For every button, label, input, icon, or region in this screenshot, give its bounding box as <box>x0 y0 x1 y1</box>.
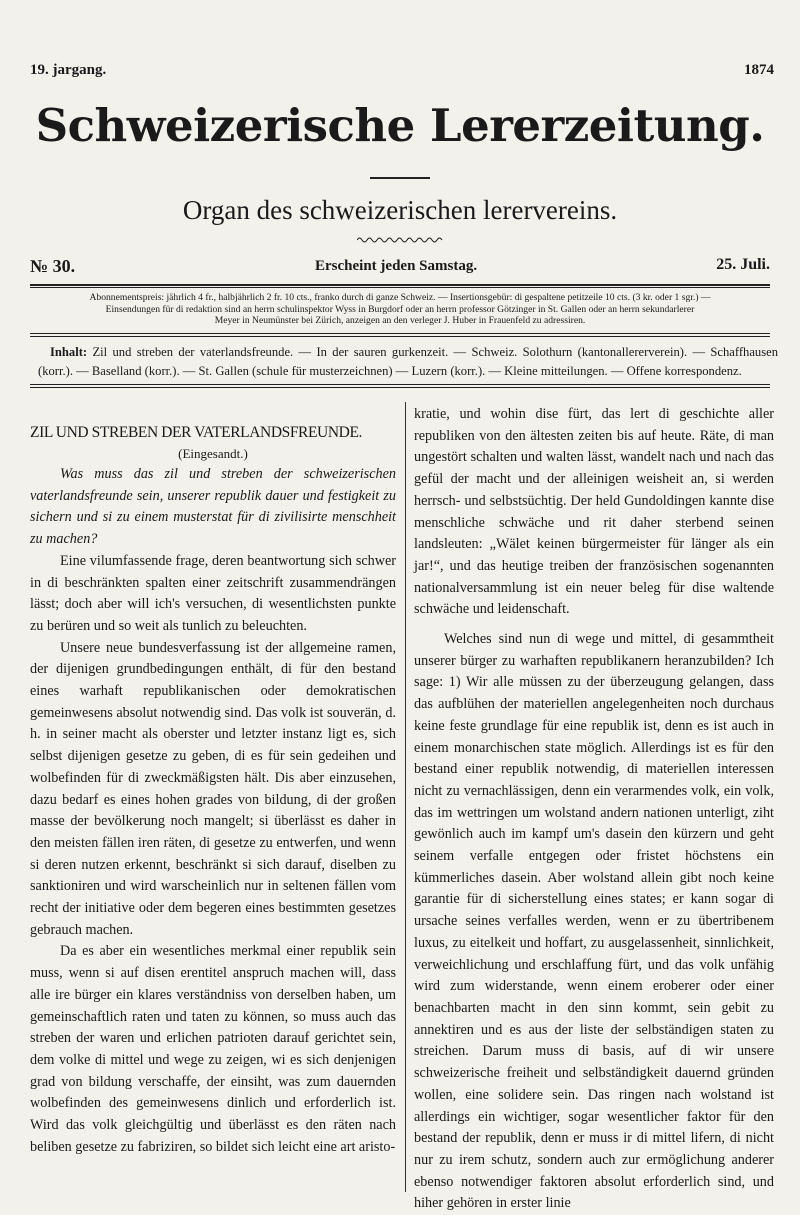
subscription-line: Abonnementspreis: jährlich 4 fr., halbjährlich 2 fr. 10 cts., franko durch di ganze Schweiz. — Insertionsgebür: di gespaltene petitzeile 10 cts. (3 kr. oder 1 sgr.) — <box>89 292 711 303</box>
article-paragraph: Da es aber ein wesentliches merkmal einer republik sein muss, wenn si auf disen erentitel anspruch machen will, dass alle ire bürger ein klares verständniss von derselben haben, um gemeinschaftlich raten und taten zu können, so muss auch das streben der waren und erlichen patrioten darauf gerichtet sein, dem volke di mittel und wege zu zeigen, wi es sich denjenigen grad von bildung verschaffe, der einsiht, was zum dauernden wolbefinden des gemeinwesens dinlich und erforderlich ist. Wird das volk gleichgültig und überlässt es den räten nach beliben gesetze zu fabriziren, so bildet sich leicht eine art aristo- <box>30 943 396 1155</box>
volume-label: 19. jargang. <box>30 62 107 78</box>
column-divider <box>405 402 406 1192</box>
contents-label: Inhalt: <box>50 345 88 359</box>
table-of-contents <box>38 343 778 381</box>
article-paragraph: Eine vilumfassende frage, deren beantwortung sich schwer in di beschränkten spalten einer zeitschrift zusammendrängen lässt; doch aber will ich's versuchen, di wesentlichsten punkte zu berüren und so weit als tunlich zu beleuchten. <box>30 552 396 634</box>
issue-frequency: Erscheint jeden Samstag. <box>315 258 478 274</box>
article-column-left <box>30 422 396 1159</box>
subscription-info <box>30 292 770 327</box>
masthead-divider <box>370 177 430 179</box>
article-note: (Eingesandt.) <box>178 446 248 461</box>
article-paragraph: kratie, und wohin dise fürt, das lert di geschichte aller republiken von den ältesten zeiten bis auf heute. Räte, di man ungestört schalten und walten lässt, wandelt nach und nach das gefül der macht und der alleinigen weisheit an, si werden herrsch- und selbstsüchtig. Der held Gundoldingen kannte dise menschliche schwäche und rit daher sterbend seinen landsleuten: „Wälet keinen bürgermeister für länger als ein jar!“, und das heutige treiben der französischen sogenannten nationalversammlung ist ein neuer beleg für dise waltende schwäche und leidenschaft. <box>414 406 774 618</box>
subscription-line: Meyer in Neumünster bei Zürich, anzeigen an den verleger J. Huber in Frauenfeld zu adressiren. <box>214 315 586 326</box>
header-topline <box>30 62 774 82</box>
year-label: 1874 <box>744 62 774 78</box>
issue-line <box>30 256 770 280</box>
divider-rule <box>30 336 770 337</box>
divider-rule <box>30 333 770 334</box>
article-paragraph: Welches sind nun di wege und mittel, di gesammtheit unserer bürger zu warhaften republikanern heranzubilden? Ich sage: 1) Wir alle müssen zu der überzeugung gelangen, dass das aufblühen der materiellen angelegenheiten noch durchaus keine feste grundlage für eine republik ist, denn es ist auch in einem monarchischen state möglich. Allerdings ist es für den bestand einer republik notwendig, di materiellen interessen nicht zu vernachlässigen, denn ein verarmendes volk, ein volk, das im wettringen um wolstand andern nationen unterligt, ziht gewönlich auch im kampf um's dasein den kürzern und geht seinem verfalle entgegen oder fristet höchstens ein kümmerliches dasein. Aber wolstand allein gibt noch keine garantie für di sicherstellung eines states; er kann sogar di ursache seines verfalles werden, wenn er zu übertribenem luxus, zu eitelkeit und hoffart, zu ausgelassenheit, sinnlichkeit, verweichlichung und erschlaffung fürt, und das volk unfähig wird zum widerstande, wenn einem eroberer oder einer benachbarten macht in den sinn kommt, sein gebit zu annektiren und es aus der liste der selbständigen staten zu streichen. Darum muss di basis, auf di wir unsere schweizerische freiheit und selbständigkeit dauernd gründen wollen, eine solidere sein. Das ringen nach wolstand ist allerdings ein wichtiger, sogar wesentlicher faktor für den bestand der republik, denn er muss ir di mittel lifern, di nicht nur zu irem schutz, sondern auch zur ermöglichung anderer ebenso notwendiger faktoren absolut erforderlich sind, und hiher gehören in erster linie <box>414 631 774 1212</box>
issue-number: № 30. <box>30 256 76 276</box>
divider-rule <box>30 287 770 288</box>
article-column-right <box>414 404 774 1215</box>
article-question: Was muss das zil und streben der schweizerischen vaterlandsfreunde sein, unserer republik dauer und festigkeit zu sichern und si zu einem musterstat für di zivilisirte menschheit zu machen? <box>30 466 396 548</box>
divider-rule <box>30 384 770 385</box>
divider-rule <box>30 284 770 286</box>
divider-rule <box>30 387 770 388</box>
article-paragraph: Unsere neue bundesverfassung ist der allgemeine ramen, der dijenigen grundbedingungen enthält, di für den bestand eines warhaft republikanischen oder demokratischen gemeinwesens absolut notwendig sind. Das volk ist souverän, d. h. in seiner macht als oberster und letzter instanz ligt es, sich selbst dijenigen gesetze zu geben, di es für sein gedeihen und wolbefinden für di zweckmäßigsten hält. Dis aber einzusehen, dazu bedarf es eines hohen grades von bildung, di der großen masse der bevölkerung noch mangelt; si überlässt es daher in den meisten fällen iren räten, di gesetze zu entwerfen, und wenn si deren nutzen erkennt, beschränkt si sich darauf, diselben zu sanktioniren und wird warscheinlich nur in seltenen fällen vom recht der initiative oder dem begeren eines bestimmten gesetzes gebrauch machen. <box>30 639 396 938</box>
contents-text: Zil und streben der vaterlandsfreunde. — In der sauren gurkenzeit. — Schweiz. Solothurn (kantonallererverein). — Schaffhausen (korr.). — Baselland (korr.). — St. Gallen (schule für musterzeichnen) — Luzern (korr.). — Kleine mitteilungen. — Offene korrespondenz. <box>38 345 778 378</box>
article-title: ZIL UND STREBEN DER VATERLANDSFREUNDE. <box>30 424 362 441</box>
subscription-line: Einsendungen für di redaktion sind an herrn schulinspektor Wyss in Burgdorf oder an herrn professor Götzinger in St. Gallen oder an herrn sekundarlerer <box>105 303 695 315</box>
masthead-title: Schweizerische Lererzeitung. <box>35 99 765 152</box>
masthead-subtitle: Organ des schweizerischen lerervereins. <box>182 195 618 225</box>
issue-date: 25. Juli. <box>716 256 770 273</box>
wavy-ornament <box>357 236 443 244</box>
